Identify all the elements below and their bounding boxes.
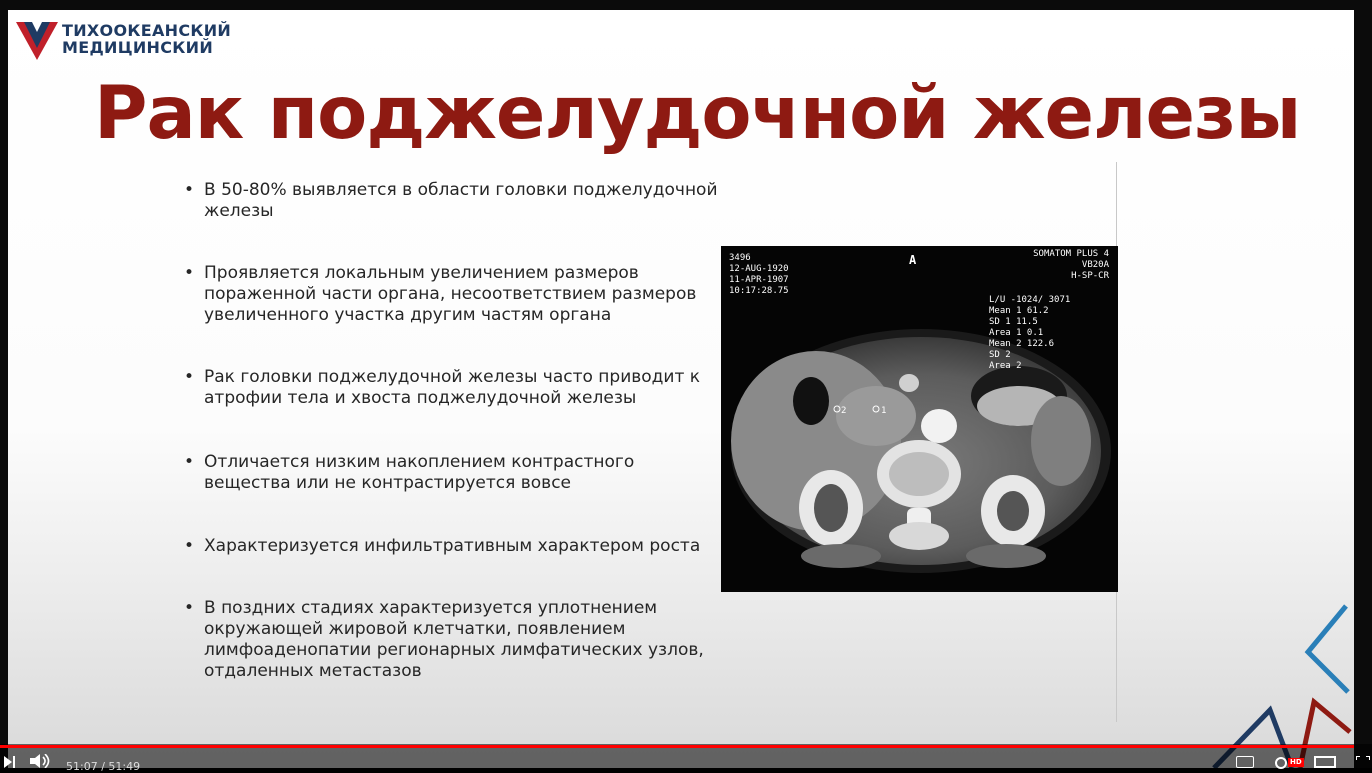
subtitles-icon[interactable] [1236,756,1254,768]
ct-header-text: 3496 [729,253,751,263]
bullet-item: • Проявляется локальным увеличением размеров пораженной части органа, несоответствием размеров увеличенного участка другим частям органа [184,263,724,326]
bullet-item: • В 50-80% выявляется в области головки поджелудочной железы [184,180,724,222]
ct-stat-text: Area 1 0.1 [989,328,1044,338]
theater-mode-icon[interactable] [1314,756,1336,768]
ct-label: A [909,253,917,267]
slide-title: Рак поджелудочной железы [94,71,1301,156]
fullscreen-icon[interactable] [1356,756,1370,768]
ct-stat-text: Mean 1 61.2 [989,306,1049,316]
logo-line-2: МЕДИЦИНСКИЙ [62,38,214,57]
hd-badge: HD [1290,758,1302,766]
progress-bar[interactable] [0,745,1354,748]
logo-text [62,22,231,56]
ct-header-text: VB20A [1081,260,1109,270]
ct-header-text: 12-AUG-1920 [729,264,789,274]
ct-stat-text: SD 2 [989,350,1011,360]
bullet-item: • Рак головки поджелудочной железы часто приводит к атрофии тела и хвоста поджелудочной железы [184,367,724,409]
logo-line-1: ТИХООКЕАНСКИЙ [62,21,232,40]
presentation-slide [8,10,1354,768]
logo [16,18,231,60]
ct-marker: 2 [841,406,847,416]
ct-scan-image [721,246,1118,592]
ct-stat-text: Mean 2 122.6 [989,339,1055,349]
next-icon[interactable] [4,756,16,768]
ct-marker: 1 [881,406,887,416]
volume-icon[interactable] [30,754,52,768]
ct-header-text: H-SP-CR [1071,271,1109,281]
bullet-item: • Отличается низким накоплением контрастного вещества или не контрастируется вовсе [184,452,724,494]
ct-header-text: SOMATOM PLUS 4 [1033,249,1109,259]
ct-header-text: 11-APR-1907 [729,275,789,285]
ct-stat-text: Area 2 [989,361,1022,371]
decorative-shapes [1208,600,1354,768]
bullet-item: • Характеризуется инфильтративным характером роста [184,536,724,557]
time-display: 51:07 / 51:49 [66,760,141,773]
ct-stat-text: SD 1 11.5 [989,317,1038,327]
ct-header-text: 10:17:28.75 [729,286,789,296]
logo-emblem-icon [16,18,58,60]
ct-stat-text: L/U -1024/ 3071 [989,295,1071,305]
bullet-item: • В поздних стадиях характеризуется уплотнением окружающей жировой клетчатки, появлением лимфоаденопатии регионарных лимфатических узлов, отдаленных метастазов [184,598,724,682]
